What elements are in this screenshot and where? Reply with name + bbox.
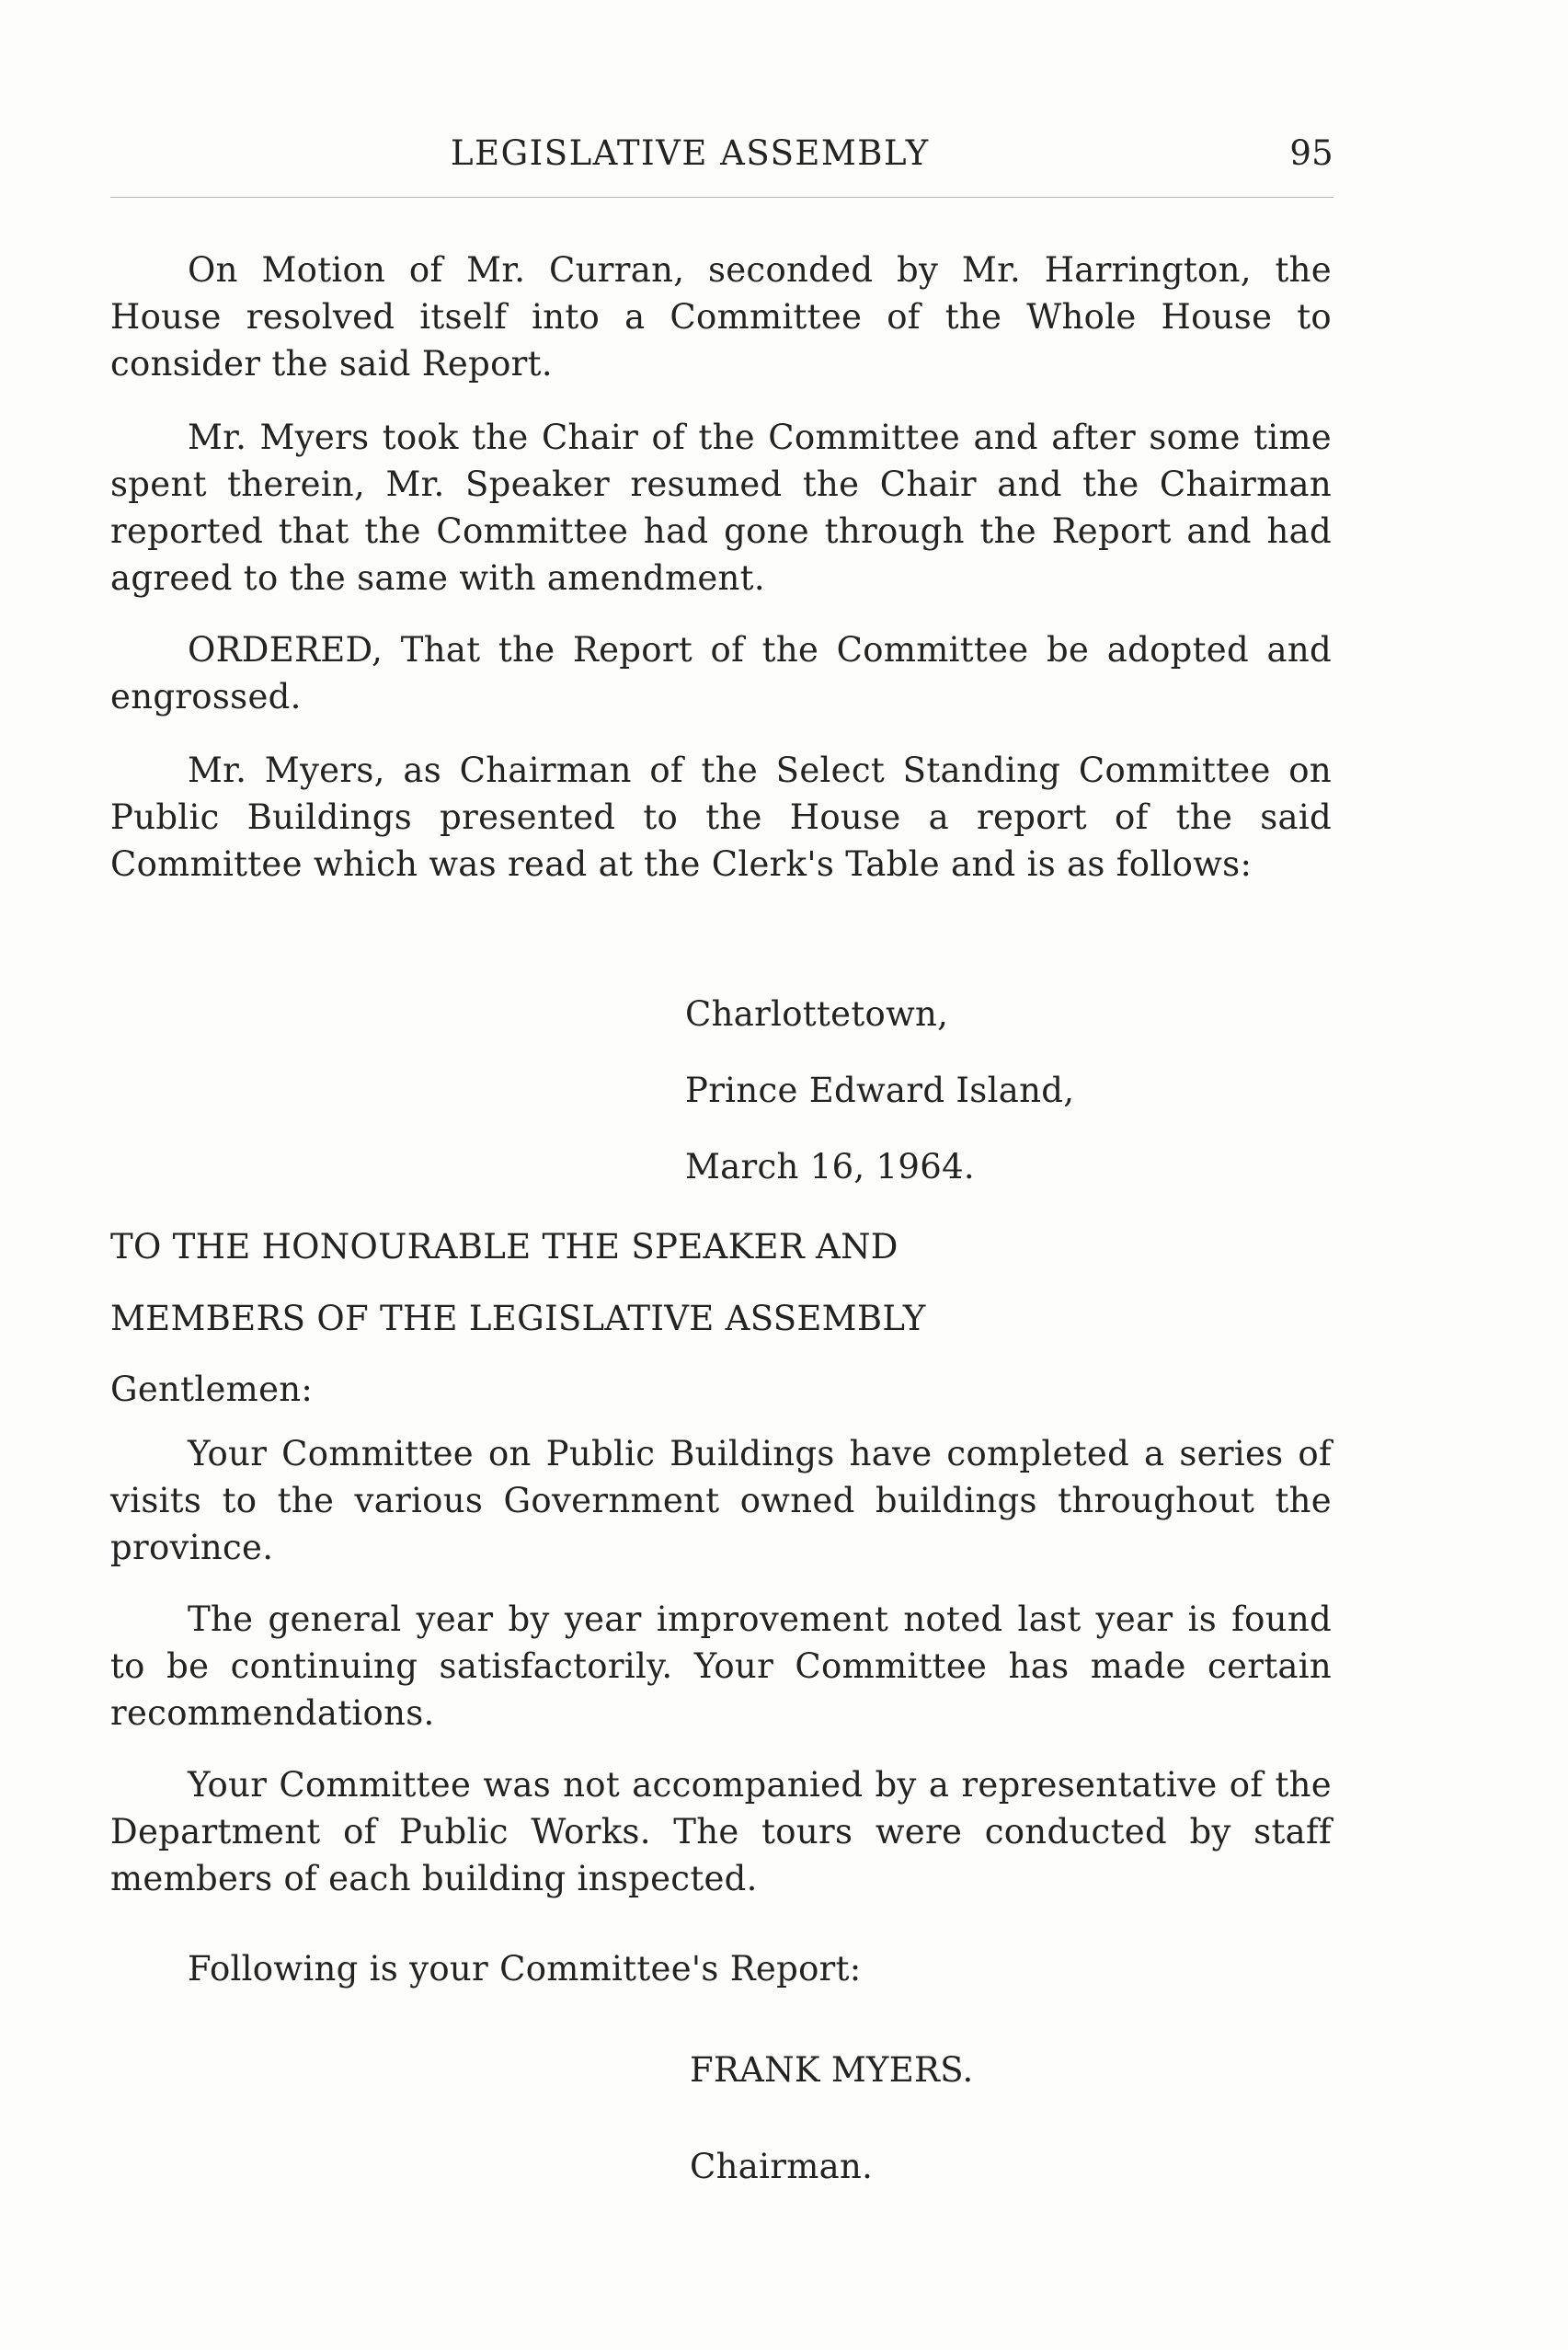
report-paragraph-following: Following is your Committee's Report: — [188, 1949, 862, 1989]
report-paragraph-visits: Your Committee on Public Buildings have completed a series of visits to the various Government owned buildings throughout the province. — [110, 1434, 1332, 1567]
page-header — [110, 133, 1333, 189]
address-line-2: MEMBERS OF THE LEGISLATIVE ASSEMBLY — [110, 1299, 926, 1338]
signature-title: Chairman. — [690, 2147, 874, 2186]
signature-name: FRANK MYERS. — [690, 2050, 974, 2090]
report-paragraph-improvement: The general year by year improvement noted last year is found to be continuing satisfactorily. Your Committee has made certain recommendations. — [110, 1599, 1332, 1733]
address-line-1: TO THE HONOURABLE THE SPEAKER AND — [110, 1227, 898, 1267]
dateline-date: March 16, 1964. — [685, 1147, 975, 1186]
report-paragraph-accompanied: Your Committee was not accompanied by a representative of the Department of Public Works. The tours were conducted by staff members of each building inspected. — [110, 1765, 1332, 1898]
ordered-paragraph: ORDERED, That the Report of the Committee be adopted and engrossed. — [110, 630, 1332, 716]
committee-paragraph: Mr. Myers took the Chair of the Committee and after some time spent therein, Mr. Speaker resumed the Chair and the Chairman reported that the Committee had gone through the Report and had agreed to the same with amendment. — [110, 418, 1332, 598]
dateline-province: Prince Edward Island, — [685, 1071, 1075, 1110]
dateline-city: Charlottetown, — [685, 994, 949, 1034]
report-presented-paragraph: Mr. Myers, as Chairman of the Select Standing Committee on Public Buildings presented to the House a report of the said Committee which was read at the Clerk's Table and is as follows: — [110, 751, 1332, 884]
motion-paragraph: On Motion of Mr. Curran, seconded by Mr. Harrington, the House resolved itself into a Committee of the Whole House to consider the said Report. — [110, 250, 1332, 384]
salutation: Gentlemen: — [110, 1370, 314, 1409]
running-title: LEGISLATIVE ASSEMBLY — [451, 133, 930, 173]
page-number: 95 — [1289, 133, 1333, 173]
header-rule — [110, 197, 1333, 198]
